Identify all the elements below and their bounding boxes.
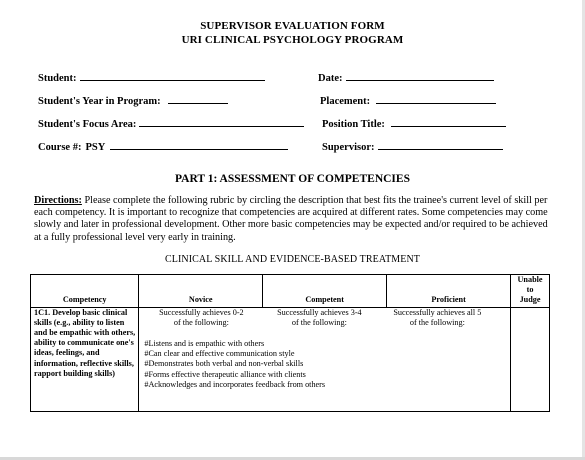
directions-label: Directions: [34,195,82,206]
list-item: #Acknowledges and incorporates feedback from others [144,379,326,389]
competent-line-1: Successfully achieves 3-4 [277,307,362,317]
position-label: Position Title: [322,119,385,130]
novice-option[interactable] [142,308,260,328]
header-proficient: Proficient [387,275,511,308]
date-field [318,70,494,84]
proficient-option[interactable] [378,308,496,328]
table-header-row [31,275,550,308]
rubric-levels-cell [139,307,511,411]
focus-label: Student's Focus Area: [38,119,137,130]
position-line[interactable] [391,116,506,127]
list-item: #Demonstrates both verbal and non-verbal skills [144,359,304,369]
header-unable-to-judge [511,275,550,308]
header-unable-2: to [526,285,534,295]
course-field [38,139,288,153]
student-label: Student: [38,73,77,84]
proficient-line-2: of the following: [409,317,465,327]
date-line[interactable] [346,70,494,81]
supervisor-label: Supervisor: [322,142,375,153]
level-options [142,308,507,328]
unable-to-judge-cell[interactable] [511,307,550,411]
student-line[interactable] [80,70,265,81]
header-competent: Competent [263,275,387,308]
part-heading: PART 1: ASSESSMENT OF COMPETENCIES [175,173,410,185]
directions-paragraph [34,195,549,244]
focus-field [38,116,304,130]
proficient-line-1: Successfully achieves all 5 [393,307,482,317]
course-line[interactable] [110,139,288,150]
list-item: #Listens and is empathic with others [144,339,265,349]
course-prefix: PSY [85,142,106,153]
form-title: SUPERVISOR EVALUATION FORM [200,20,385,32]
program-name: URI CLINICAL PSYCHOLOGY PROGRAM [181,34,404,46]
placement-field [320,93,496,107]
header-competency: Competency [31,275,139,308]
position-field [322,116,506,130]
placement-label: Placement: [320,96,371,107]
competent-option[interactable] [260,308,378,328]
course-label: Course #: [38,142,82,153]
placement-line[interactable] [376,93,496,104]
date-label: Date: [318,73,343,84]
novice-line-2: of the following: [173,317,229,327]
focus-line[interactable] [139,116,304,127]
competency-cell: 1C1. Develop basic clinical skills (e.g., ability to listen and be empathic with others, ability to communicate one's ideas, feelings, and information, reflective skills, rapport building skills) [31,307,139,411]
header-unable-3: Judge [519,295,541,305]
behavior-list [142,339,507,390]
table-row [31,307,550,411]
list-item: #Can clear and effective communication style [144,349,295,359]
supervisor-line[interactable] [378,139,503,150]
year-line[interactable] [168,93,228,104]
novice-line-1: Successfully achieves 0-2 [159,307,244,317]
supervisor-field [322,139,503,153]
year-label: Student's Year in Program: [38,96,161,107]
year-field [38,93,228,107]
header-unable-1: Unable [517,275,543,284]
directions-text: Please complete the following rubric by circling the description that best fits the trainee's current level of skill per each competency. It is important to recognize that competencies are acquired at different rates. Some competencies may come slowly and later in professional development. Other more basic competencies may be expected and/or required to be achieved at a fully professional level very early in training. [34,195,548,243]
competent-line-2: of the following: [291,317,347,327]
student-field [38,70,265,84]
section-heading: CLINICAL SKILL AND EVIDENCE-BASED TREATMENT [164,254,421,265]
header-novice: Novice [139,275,263,308]
list-item: #Forms effective therapeutic alliance with clients [144,369,306,379]
rubric-table [30,274,550,412]
